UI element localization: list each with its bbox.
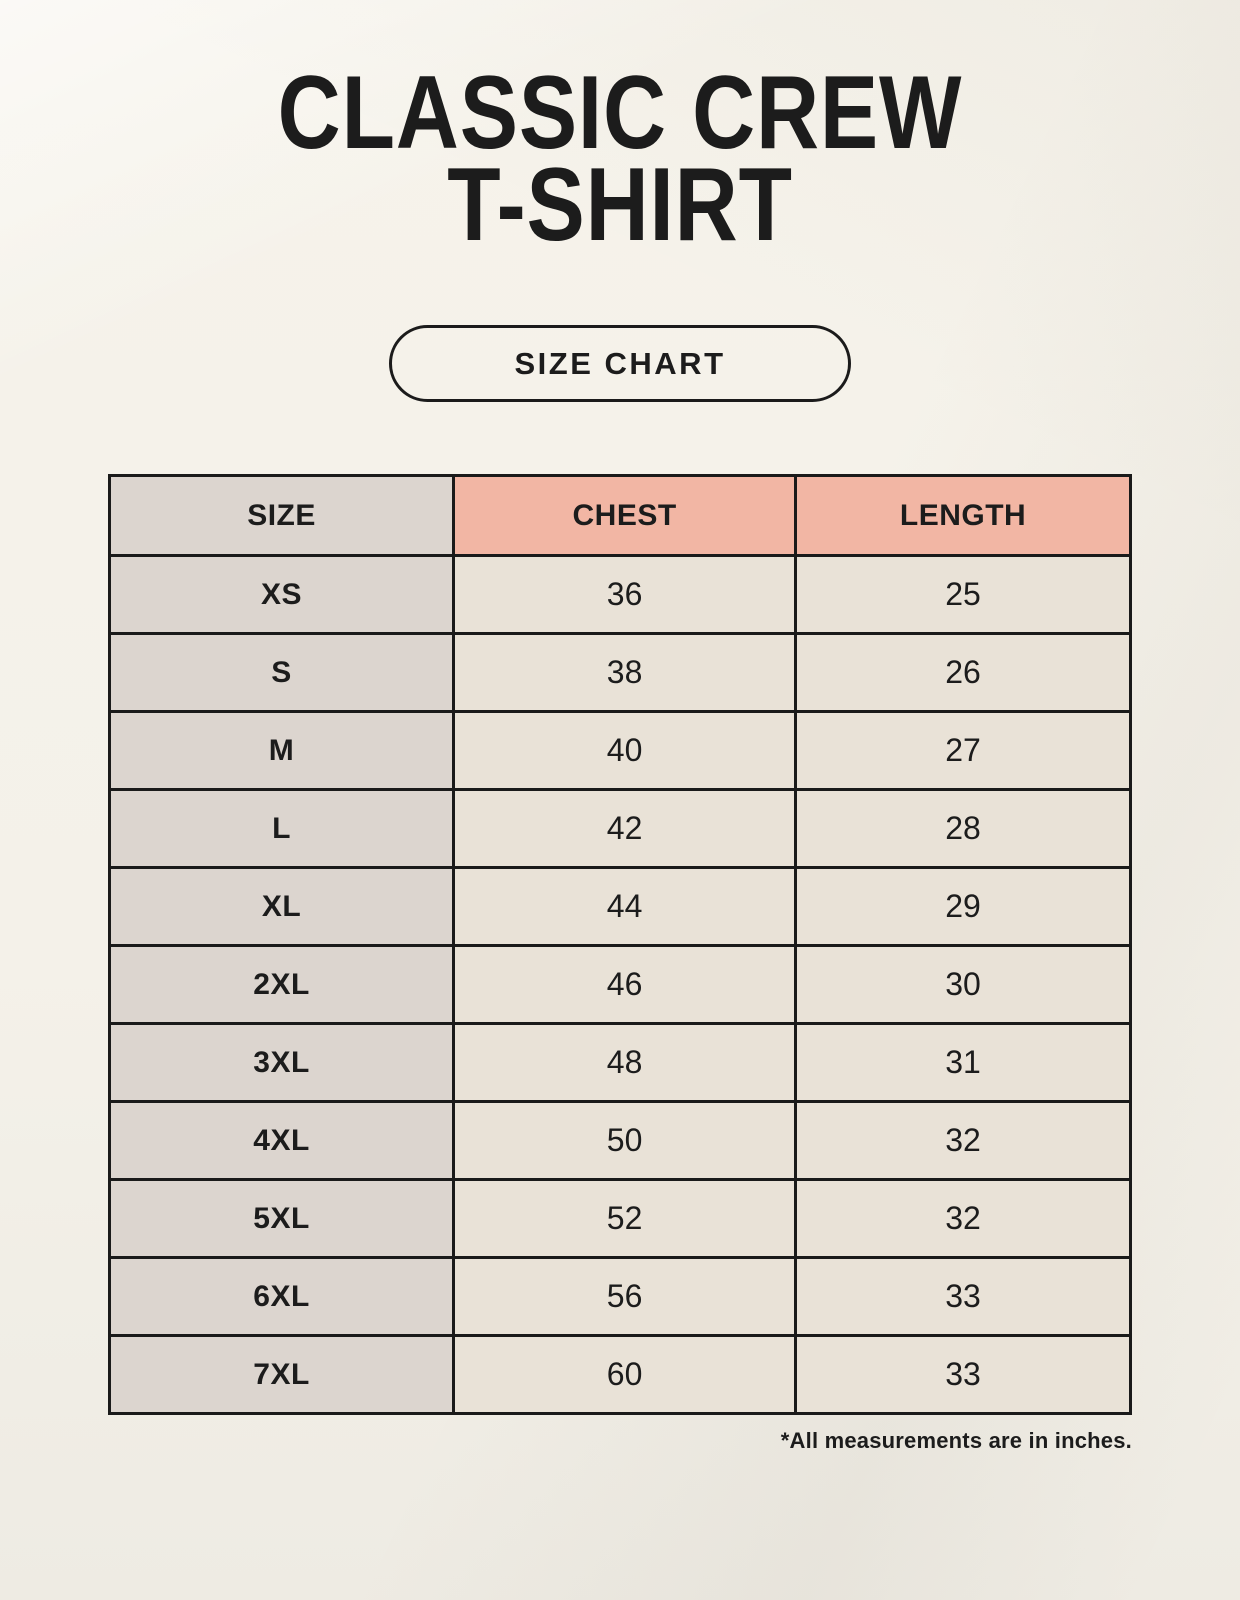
length-value-cell: 31 xyxy=(796,1024,1131,1102)
chest-value-cell: 40 xyxy=(454,712,796,790)
size-label-cell: XL xyxy=(110,868,454,946)
table-row xyxy=(110,868,1131,946)
page-title-line1: CLASSIC CREW xyxy=(277,55,963,171)
size-label-cell: L xyxy=(110,790,454,868)
length-value-cell: 29 xyxy=(796,868,1131,946)
length-value-cell: 26 xyxy=(796,634,1131,712)
length-value-cell: 32 xyxy=(796,1102,1131,1180)
table-row xyxy=(110,556,1131,634)
chest-value-cell: 42 xyxy=(454,790,796,868)
length-value-cell: 32 xyxy=(796,1180,1131,1258)
size-label-cell: 5XL xyxy=(110,1180,454,1258)
chest-value-cell: 52 xyxy=(454,1180,796,1258)
column-header-length: LENGTH xyxy=(796,476,1131,556)
length-value-cell: 25 xyxy=(796,556,1131,634)
size-label-cell: 6XL xyxy=(110,1258,454,1336)
size-label-cell: 4XL xyxy=(110,1102,454,1180)
size-label-cell: S xyxy=(110,634,454,712)
table-row xyxy=(110,1258,1131,1336)
length-value-cell: 33 xyxy=(796,1336,1131,1414)
size-label-cell: 7XL xyxy=(110,1336,454,1414)
size-chart-badge-label: SIZE CHART xyxy=(514,345,726,381)
page-title-line2: T-SHIRT xyxy=(447,146,793,263)
size-chart-table-wrap xyxy=(108,474,1132,1415)
table-row xyxy=(110,946,1131,1024)
chest-value-cell: 48 xyxy=(454,1024,796,1102)
measurements-footnote: *All measurements are in inches. xyxy=(780,1428,1132,1454)
table-row xyxy=(110,1102,1131,1180)
size-label-cell: 3XL xyxy=(110,1024,454,1102)
table-row xyxy=(110,1336,1131,1414)
table-row xyxy=(110,1024,1131,1102)
length-value-cell: 28 xyxy=(796,790,1131,868)
column-header-chest: CHEST xyxy=(454,476,796,556)
size-label-cell: M xyxy=(110,712,454,790)
size-label-cell: 2XL xyxy=(110,946,454,1024)
length-value-cell: 33 xyxy=(796,1258,1131,1336)
size-label-cell: XS xyxy=(110,556,454,634)
chest-value-cell: 50 xyxy=(454,1102,796,1180)
table-row xyxy=(110,790,1131,868)
column-header-size: SIZE xyxy=(110,476,454,556)
table-row xyxy=(110,712,1131,790)
length-value-cell: 30 xyxy=(796,946,1131,1024)
chest-value-cell: 36 xyxy=(454,556,796,634)
size-chart-table xyxy=(108,474,1132,1415)
chest-value-cell: 46 xyxy=(454,946,796,1024)
header-row xyxy=(110,476,1131,556)
page-title xyxy=(99,0,1141,263)
chest-value-cell: 60 xyxy=(454,1336,796,1414)
size-chart-badge[interactable] xyxy=(389,325,851,402)
length-value-cell: 27 xyxy=(796,712,1131,790)
chest-value-cell: 56 xyxy=(454,1258,796,1336)
chest-value-cell: 38 xyxy=(454,634,796,712)
table-row xyxy=(110,634,1131,712)
table-row xyxy=(110,1180,1131,1258)
chest-value-cell: 44 xyxy=(454,868,796,946)
